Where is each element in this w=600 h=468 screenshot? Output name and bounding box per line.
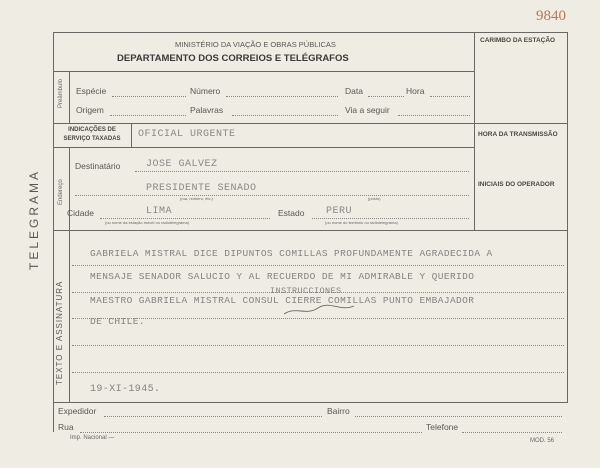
posto-hint: (posto) (368, 196, 381, 201)
cidade-label: Cidade (67, 208, 94, 218)
cidade-value: LIMA (146, 206, 173, 217)
hora-transmissao-label: HORA DA TRANSMISSÃO (478, 131, 558, 138)
rua-hint: (rua, número, etc.) (180, 196, 213, 201)
message-date: 19-XI-1945. (90, 384, 161, 395)
cargo-value: PRESIDENTE SENADO (146, 183, 257, 194)
address-side-label: Endereço (58, 179, 64, 205)
message-line: MENSAJE SENADOR SALUCIO Y AL RECUERDO DE MI ADMIRABLE Y QUERIDO (90, 271, 475, 282)
message-line: GABRIELA MISTRAL DICE DIPUNTOS COMILLAS PROFUNDAMENTE AGRADECIDA A (90, 248, 493, 259)
preamble-side-label: Preâmbulo (58, 78, 64, 108)
bairro-label: Bairro (327, 406, 350, 416)
archive-number: 9840 (536, 8, 566, 24)
telefone-label: Telefone (426, 422, 459, 432)
telegrama-title: TELEGRAMA (27, 168, 41, 270)
message-line: MAESTRO GABRIELA MISTRAL CONSUL CIERRE COMILLAS PUNTO EMBAJADOR (90, 295, 475, 306)
iniciais-operador-label: INICIAIS DO OPERADOR (478, 181, 555, 188)
cidade-hint: (ou nome da estação móvel ou radiotelegrama) (105, 220, 190, 225)
signature-scribble (280, 300, 360, 320)
rua-label: Rua (58, 422, 74, 432)
indicacoes-value: OFICIAL URGENTE (138, 129, 236, 140)
palavras-label: Palavras (190, 105, 224, 115)
estado-hint: (ou nome do território ou radiotelegrama) (325, 220, 398, 225)
message-line: DE CHILE. (90, 316, 145, 327)
ministry-title: MINISTÉRIO DA VIAÇÃO E OBRAS PÚBLICAS (175, 40, 336, 49)
destinatario-label: Destinatário (75, 161, 121, 171)
message-overtype: INSTRUCCIONES (270, 286, 342, 296)
indicacoes-label: INDICAÇÕES DE SERVIÇO TAXADAS (63, 127, 121, 142)
estado-label: Estado (278, 208, 305, 218)
imprensa-nacional: Imp. Nacional — (70, 435, 115, 441)
hora-label: Hora (406, 86, 425, 96)
via-label: Via a seguir (345, 105, 390, 115)
expedidor-label: Expedidor (58, 406, 97, 416)
modelo-number: MOD. 56 (530, 438, 555, 444)
origem-label: Origem (76, 105, 104, 115)
destinatario-value: JOSE GALVEZ (146, 159, 218, 170)
station-stamp-label: CARIMBO DA ESTAÇÃO (480, 37, 556, 44)
especie-label: Espécie (76, 86, 107, 96)
department-title: DEPARTAMENTO DOS CORREIOS E TELÉGRAFOS (117, 53, 349, 64)
data-label: Data (345, 86, 363, 96)
text-side-label: TEXTO E ASSINATURA (55, 280, 64, 385)
numero-label: Número (190, 86, 221, 96)
estado-value: PERU (326, 206, 353, 217)
